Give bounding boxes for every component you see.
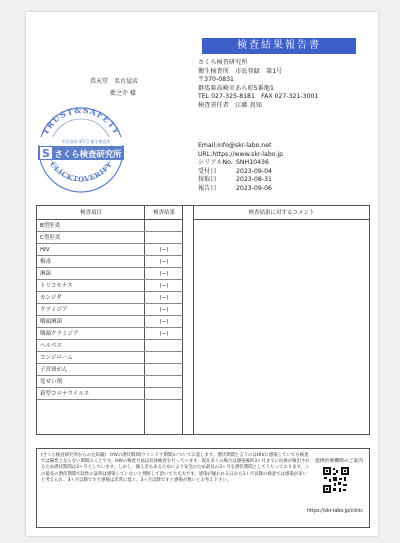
footer-note: (さくら検査研究所からの豆知識) HIVの潜伏期間(ウインドウ期間)についてお話します。潜伏期間と言うのはHIVに感染していても検査では陽性とならない期間のことです。HIVの検査方法は抗体検査を行っています。現在多くの場合は感染後約3ヶ月までに抗体が検出されるため潜伏期間は3ヶ月としています。しかし、個人差もあるためにより安全のため最長の3ヶ月を潜伏期間としてうたっております。この最長の潜伏期間で陰性の証明は感染していないと判断して頂いて大丈夫です。感染が疑われる日から1ヶ月以降の検査では感染が多いと考えられ、3ヶ月以降ですと感染は非常に低く、3ヶ月以降ですと感染が無いとお考え下さい。 <box>41 453 310 483</box>
logo-name: さくら検査研究所 <box>54 149 122 159</box>
recipient-store: 蔦天堂 名古屋店 <box>90 78 139 85</box>
test-item-result: (−) <box>159 295 169 301</box>
test-item-name: トリコモナス <box>40 283 73 289</box>
lab-logo <box>36 102 126 198</box>
header-result: 検査結果 <box>145 206 183 220</box>
test-item-name: 淋菌 <box>40 271 52 277</box>
table-row <box>37 304 183 316</box>
test-item-name: クラミジア <box>40 307 68 313</box>
test-item-result: (−) <box>159 331 169 337</box>
clinic-url[interactable]: https://skr-labo.jp/clinic <box>307 509 363 514</box>
serial-row <box>198 159 283 168</box>
serial-label: シリアルNo. <box>198 159 233 167</box>
table-row <box>37 268 183 280</box>
test-item-result: (−) <box>159 283 169 289</box>
table-row <box>37 376 183 388</box>
lab-manager: 検査責任者 江藤 真知 <box>198 101 262 109</box>
received-label: 受付日 <box>198 167 217 175</box>
test-item-name: コンジローム <box>40 355 73 361</box>
report-title: 検査結果報告書 <box>202 38 356 54</box>
table-row <box>37 280 183 292</box>
test-item-name: カンジダ <box>40 295 62 301</box>
table-row <box>37 364 183 376</box>
collected-row <box>198 176 283 185</box>
test-item-name: 咽頭淋菌 <box>40 319 63 325</box>
collected-value: 2023-08-31 <box>236 176 272 184</box>
test-item-result: (−) <box>159 247 169 253</box>
test-item-name: 咽頭クラミジア <box>40 331 79 337</box>
table-row <box>37 352 183 364</box>
lab-address: 群馬県高崎市あら町5番地1 <box>198 84 274 92</box>
table-row <box>37 220 183 232</box>
header-comment: 検査結果に対するコメント <box>193 206 370 220</box>
comment-column <box>193 206 370 434</box>
qr-code[interactable] <box>323 467 349 493</box>
logo-small-line: 市長登録 第1号 衛生検査所 <box>61 139 111 144</box>
test-item-result: (−) <box>159 271 169 277</box>
table-row <box>37 340 183 352</box>
lab-postal: 〒370-0831 <box>198 76 234 84</box>
test-item-name: HIV <box>40 247 50 253</box>
test-item-name: ヘルペス <box>40 343 63 349</box>
test-item-result: (−) <box>159 319 169 325</box>
logo-mark: S <box>42 147 50 160</box>
table-row <box>37 316 183 328</box>
table-row <box>37 244 183 256</box>
contact-info <box>198 142 283 194</box>
table-row <box>37 292 183 304</box>
lab-info <box>198 59 318 111</box>
test-item-name: 覚せい剤 <box>40 379 63 385</box>
logo-arc-top: TRUST&SAFETY <box>39 104 123 137</box>
table-row <box>37 232 183 244</box>
header-items: 検査項目 <box>37 206 145 220</box>
logo-arc-bottom: CLICKTOVERIFY <box>48 159 114 184</box>
test-item-name: 梅毒 <box>40 259 52 265</box>
footer-box <box>36 448 370 528</box>
table-row <box>37 328 183 340</box>
table-row <box>37 256 183 268</box>
test-item-result: (−) <box>159 259 169 265</box>
serial-value: SNH10436 <box>236 159 269 167</box>
test-item-name: B型肝炎 <box>40 223 61 229</box>
lab-phone-fax: TEL 027-325-8181 FAX 027-321-3001 <box>198 93 319 101</box>
recipient <box>90 76 138 100</box>
report-sheet <box>26 12 378 536</box>
table-row <box>37 388 183 400</box>
test-item-name: 新型コロナウイルス <box>40 391 90 397</box>
test-item-name: C型肝炎 <box>40 235 61 241</box>
reported-row <box>198 185 283 194</box>
qr-title: 提携医療機関のご案内 <box>315 459 363 464</box>
contact-email[interactable]: Email:info@skr-labo.net <box>198 142 272 149</box>
results-table <box>36 205 370 435</box>
reported-value: 2023-09-06 <box>236 184 272 192</box>
test-item-result: (−) <box>159 307 169 313</box>
received-value: 2023-09-04 <box>236 167 272 175</box>
test-item-name: 子宮頸がん <box>40 367 68 373</box>
recipient-person: 藍之介 様 <box>110 90 136 97</box>
lab-name: さくら検査研究所 <box>198 59 248 66</box>
collected-label: 採取日 <box>198 176 217 184</box>
reported-label: 報告日 <box>198 184 217 192</box>
contact-url[interactable]: URL:https://www.skr-labo.jp <box>198 150 284 158</box>
lab-registration: 衛生検査所 市長登録 第1号 <box>198 67 283 75</box>
